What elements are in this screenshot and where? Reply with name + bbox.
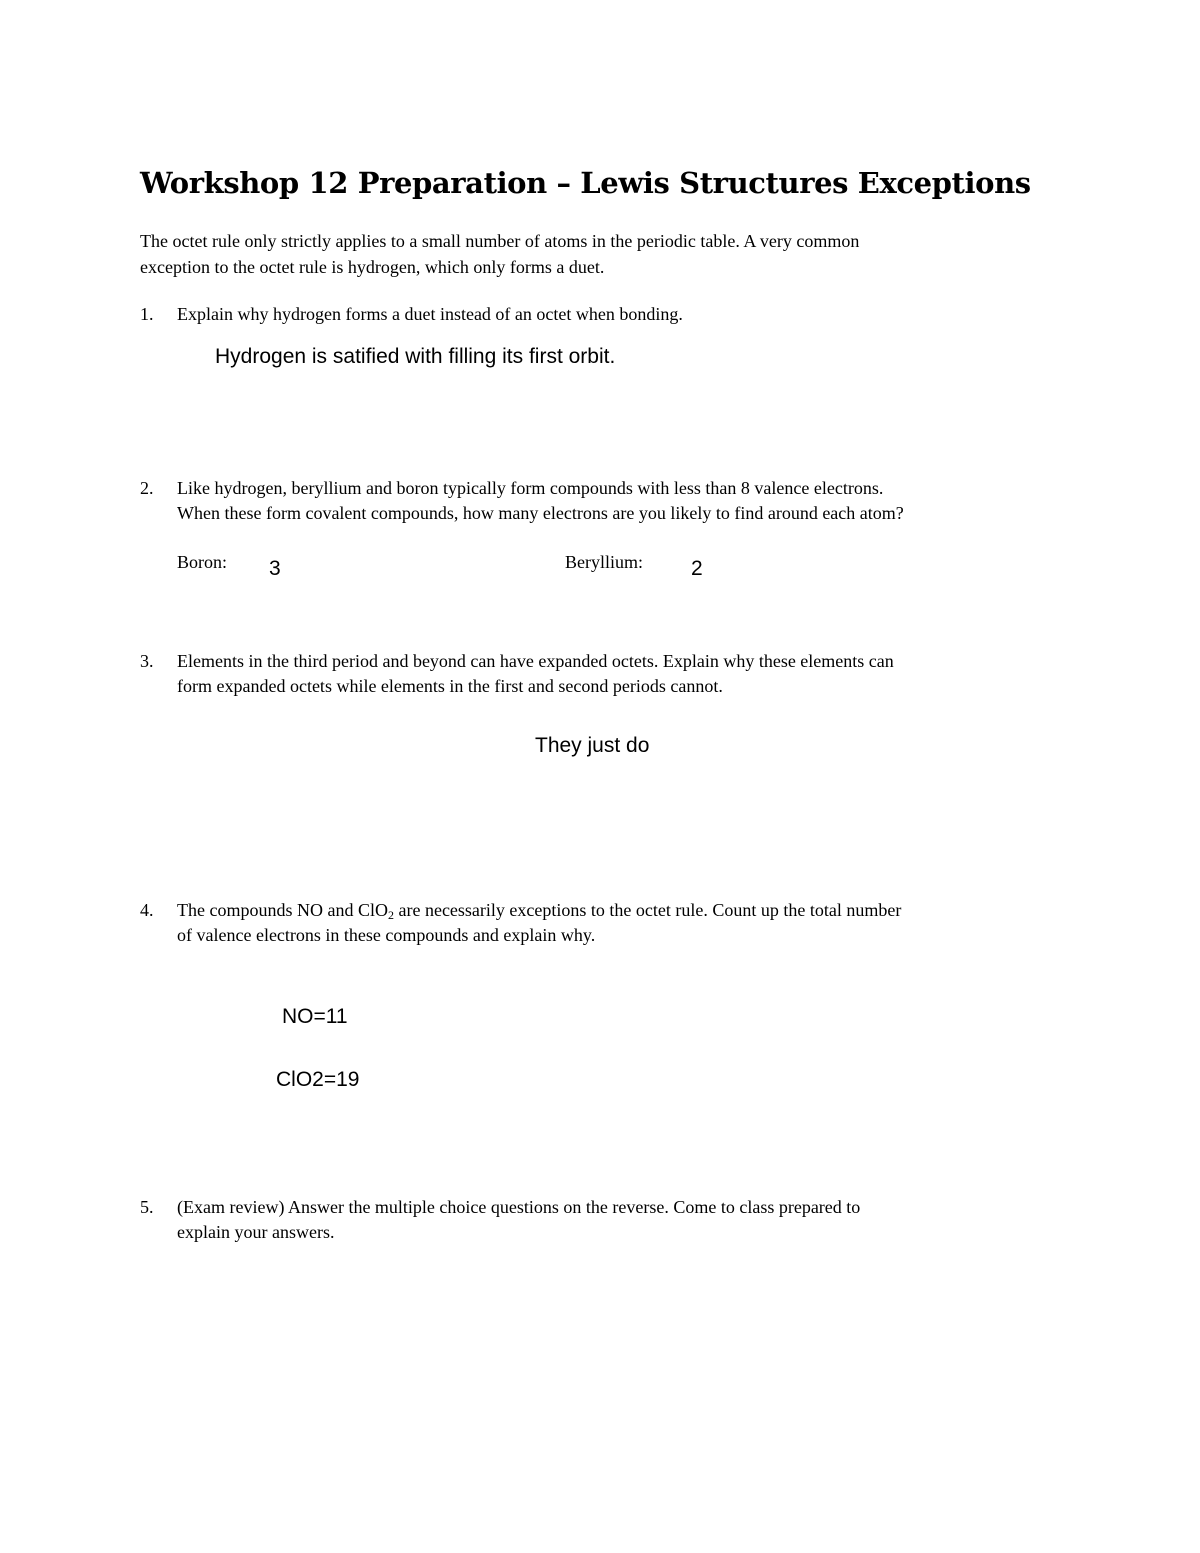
question-line <box>177 898 1070 923</box>
question-text <box>177 1195 1070 1245</box>
beryllium-answer: 2 <box>691 557 703 580</box>
question-line-part: The compounds NO and ClO <box>177 900 388 920</box>
boron-label: Boron: <box>177 552 228 572</box>
question-2 <box>140 476 1070 526</box>
answer-clo2: ClO2=19 <box>276 1068 360 1091</box>
question-text <box>177 302 1070 327</box>
question-4 <box>140 898 1070 948</box>
question-text <box>177 476 1070 526</box>
answer-no: NO=11 <box>282 1005 348 1028</box>
question-number: 4. <box>140 900 154 920</box>
question-number: 3. <box>140 651 154 671</box>
question-text <box>177 649 1070 699</box>
question-line: form expanded octets while elements in the first and second periods cannot. <box>177 676 723 696</box>
intro-line: exception to the octet rule is hydrogen, which only forms a duet. <box>140 257 605 277</box>
question-line: Elements in the third period and beyond can have expanded octets. Explain why these elements can <box>177 651 894 671</box>
question-line: explain your answers. <box>177 1222 335 1242</box>
subscript: 2 <box>387 908 394 922</box>
intro-paragraph <box>140 228 1040 280</box>
question-line: of valence electrons in these compounds and explain why. <box>177 925 596 945</box>
question-3 <box>140 649 1070 699</box>
question-line-part: are necessarily exceptions to the octet rule. Count up the total number <box>393 900 902 920</box>
boron-answer: 3 <box>269 557 281 580</box>
question-number: 1. <box>140 304 154 324</box>
question-text <box>177 898 1070 948</box>
question-line: When these form covalent compounds, how many electrons are you likely to find around each atom? <box>177 503 904 523</box>
intro-line: The octet rule only strictly applies to a small number of atoms in the periodic table. A very common <box>140 231 860 251</box>
question-line: Explain why hydrogen forms a duet instead of an octet when bonding. <box>177 304 683 324</box>
question-line: (Exam review) Answer the multiple choice questions on the reverse. Come to class prepared to <box>177 1197 861 1217</box>
answer-3: They just do <box>535 734 650 757</box>
question-number: 2. <box>140 478 154 498</box>
question-1 <box>140 302 1070 327</box>
answer-1: Hydrogen is satified with filling its first orbit. <box>215 345 616 368</box>
question-5 <box>140 1195 1070 1245</box>
question-number: 5. <box>140 1197 154 1217</box>
worksheet-title: Workshop 12 Preparation – Lewis Structures Exceptions <box>140 166 1031 200</box>
beryllium-label: Beryllium: <box>565 552 643 572</box>
question-line: Like hydrogen, beryllium and boron typically form compounds with less than 8 valence electrons. <box>177 478 884 498</box>
